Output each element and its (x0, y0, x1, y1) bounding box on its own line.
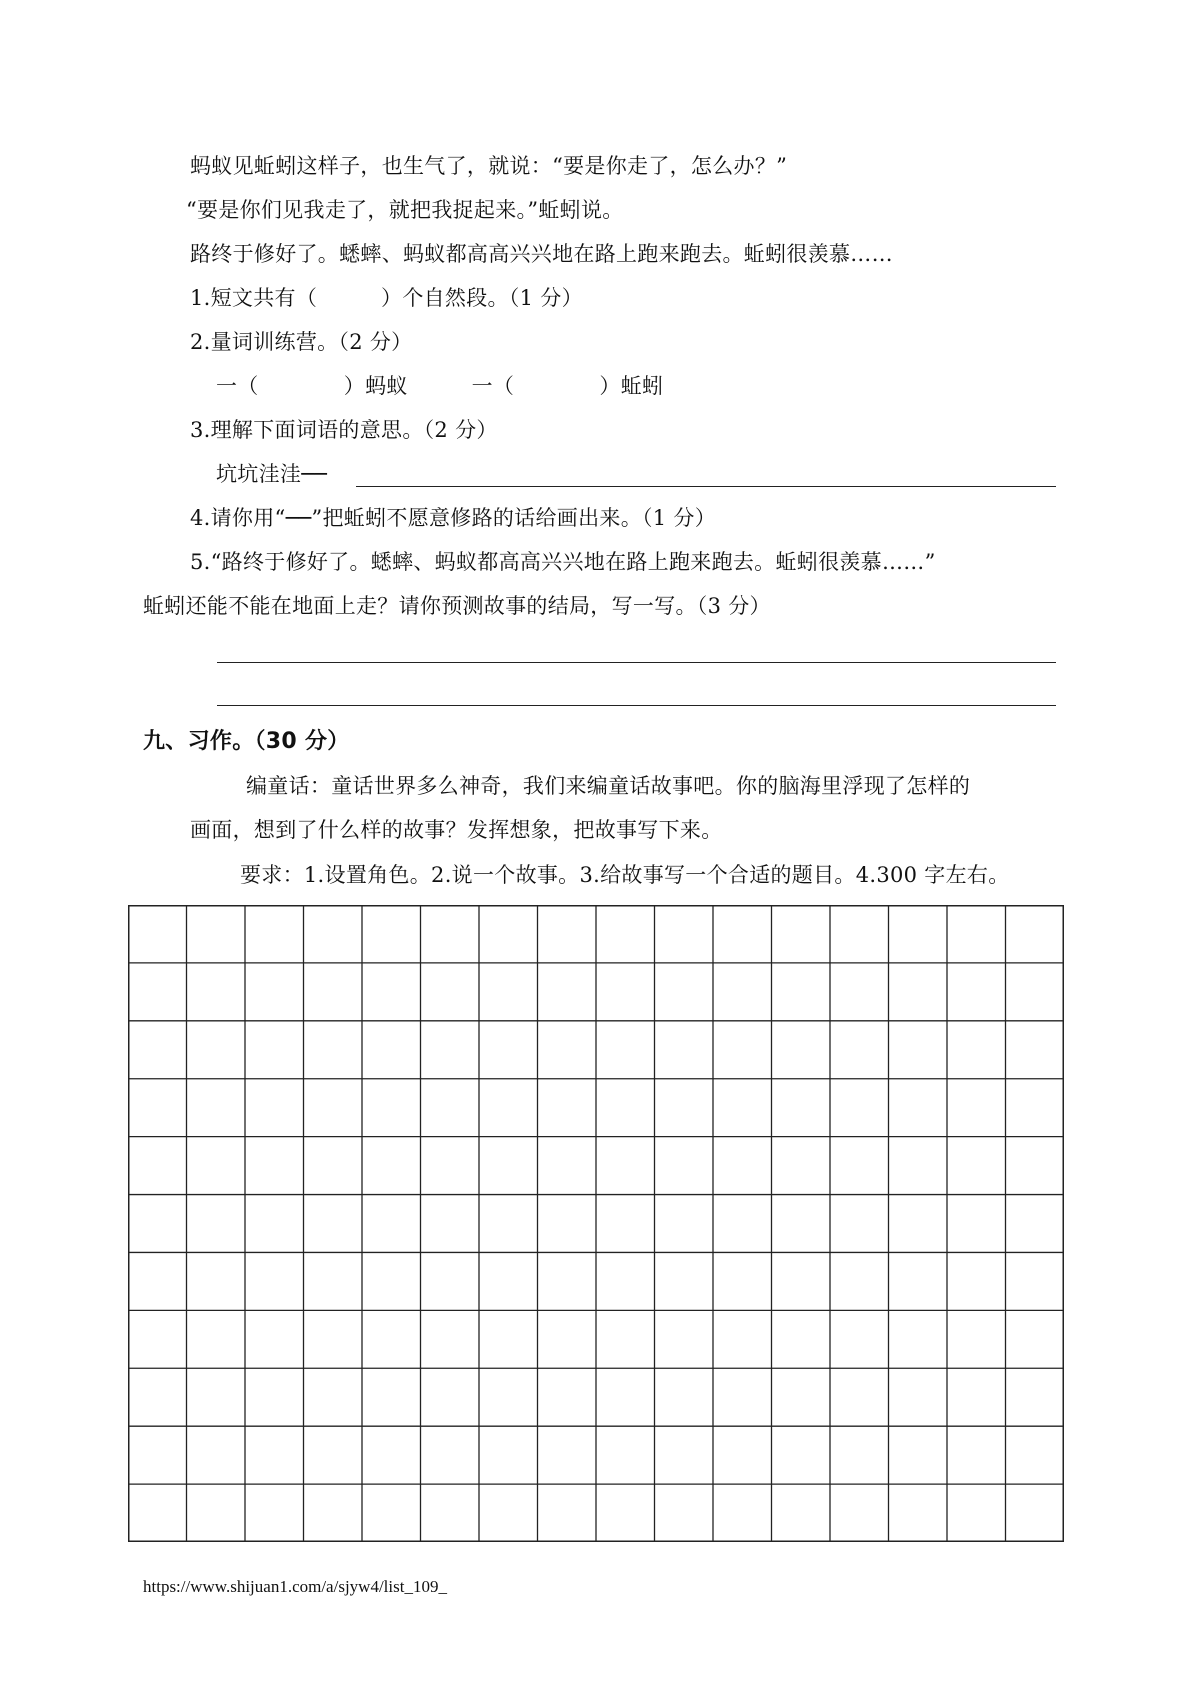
section-9-prompt-line-1: 编童话：童话世界多么神奇，我们来编童话故事吧。你的脑海里浮现了怎样的 (246, 774, 971, 798)
answer-line-q5-2[interactable] (217, 705, 1056, 706)
answer-line-q5-1[interactable] (217, 662, 1056, 663)
question-3-word: 坑坑洼洼── (216, 462, 328, 486)
passage-line-3: 路终于修好了。蟋蟀、蚂蚁都高高兴兴地在路上跑来跑去。蚯蚓很羡慕…… (190, 242, 893, 266)
passage-line-2: “要是你们见我走了，就把我捉起来。”蚯蚓说。 (186, 198, 624, 222)
section-9-title: 九、习作。（30 分） (143, 729, 350, 754)
answer-line-q3[interactable] (356, 486, 1056, 487)
passage-line-1: 蚂蚁见蚯蚓这样子，也生气了，就说：“要是你走了，怎么办？” (190, 154, 788, 178)
question-5-line-2: 蚯蚓还能不能在地面上走？请你预测故事的结局，写一写。（3 分） (143, 594, 771, 618)
question-4: 4.请你用“──”把蚯蚓不愿意修路的话给画出来。（1 分） (190, 506, 717, 530)
writing-grid[interactable] (128, 905, 1064, 1542)
question-1: 1.短文共有（ ）个自然段。（1 分） (190, 286, 583, 310)
footer-url[interactable]: https://www.shijuan1.com/a/sjyw4/list_109_ (143, 1577, 447, 1596)
question-2: 2.量词训练营。（2 分） (190, 330, 413, 354)
section-9-requirements: 要求：1.设置角色。2.说一个故事。3.给故事写一个合适的题目。4.300 字左右。 (240, 863, 1010, 887)
question-3: 3.理解下面词语的意思。（2 分） (190, 418, 498, 442)
question-5-line-1: 5.“路终于修好了。蟋蟀、蚂蚁都高高兴兴地在路上跑来跑去。蚯蚓很羡慕……” (190, 550, 936, 574)
question-2-blanks: 一（ ）蚂蚁 一（ ）蚯蚓 (216, 374, 664, 398)
section-9-prompt-line-2: 画面，想到了什么样的故事？发挥想象，把故事写下来。 (190, 818, 723, 842)
